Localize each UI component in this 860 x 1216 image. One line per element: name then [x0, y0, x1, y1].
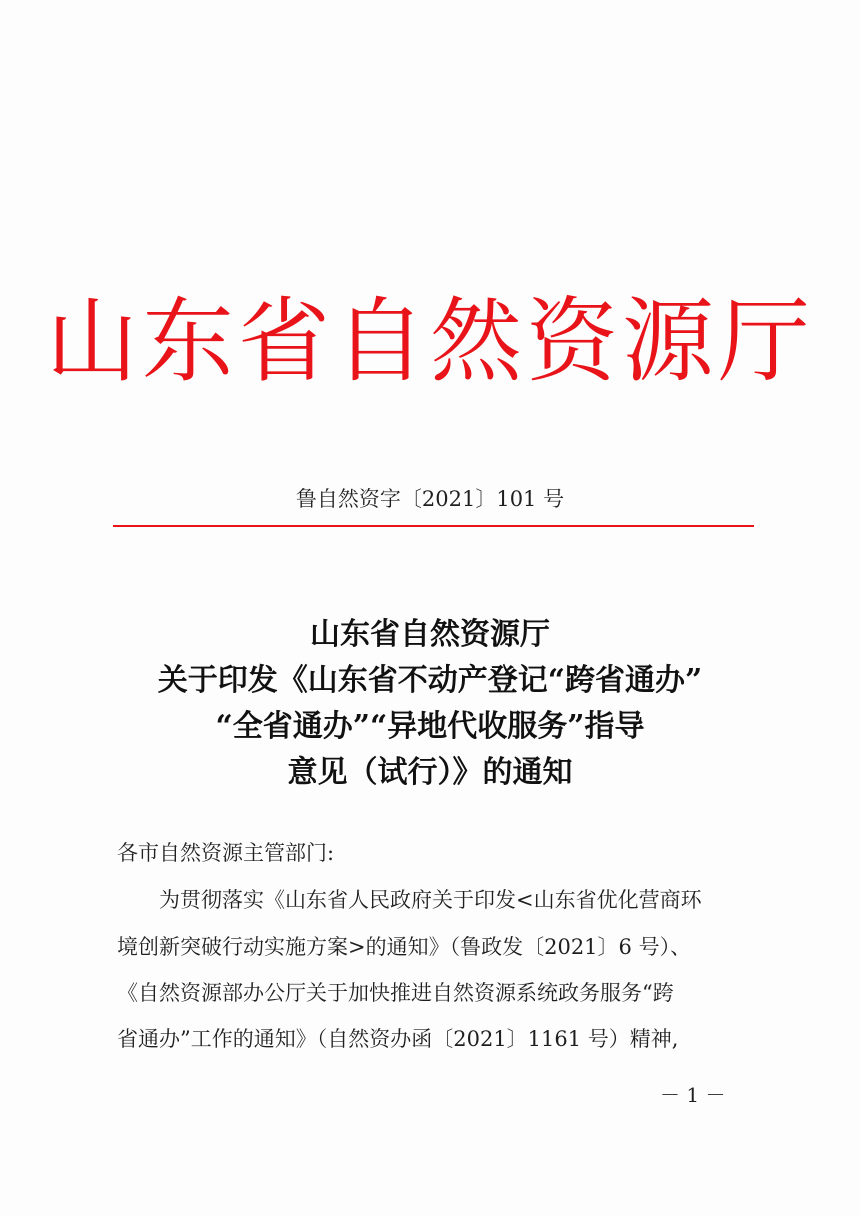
- masthead-title: 山东省自然资源厅: [45, 288, 814, 395]
- title-line-3: “全省通办”“异地代收服务”指导: [215, 709, 645, 744]
- body-line-4: 省通办”工作的通知》（自然资办函〔2021〕1161 号）精神,: [117, 1027, 679, 1051]
- title-line-2: 关于印发《山东省不动产登记“跨省通办”: [157, 663, 703, 698]
- page-number: － 1 －: [660, 1083, 726, 1107]
- title-line-1: 山东省自然资源厅: [310, 617, 550, 652]
- document-title: [0, 612, 860, 796]
- body-line-3: 《自然资源部办公厅关于加快推进自然资源系统政务服务“跨: [117, 981, 674, 1005]
- title-line-4: 意见（试行）》的通知: [287, 755, 573, 790]
- red-divider-rule: [113, 525, 754, 527]
- document-number: 鲁自然资字〔2021〕101 号: [295, 487, 565, 511]
- body-line-2: 境创新突破行动实施方案>的通知》（鲁政发〔2021〕6 号）、: [117, 935, 692, 959]
- addressee: 各市自然资源主管部门:: [117, 841, 335, 865]
- body-line-1: 为贯彻落实《山东省人民政府关于印发<山东省优化营商环: [117, 888, 702, 912]
